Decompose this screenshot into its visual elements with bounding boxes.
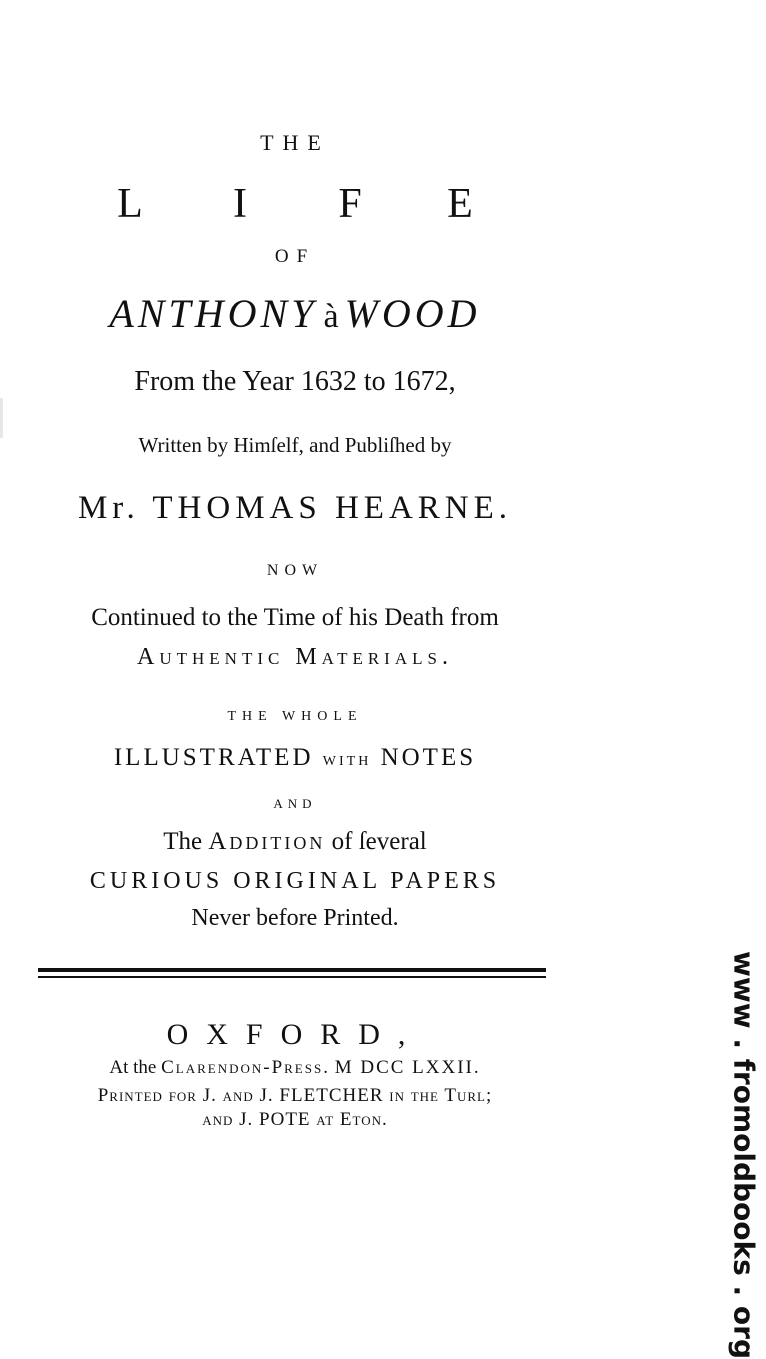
the-whole: THE WHOLE <box>227 709 363 724</box>
addition-line <box>0 828 590 856</box>
never-printed: Never before Printed. <box>191 905 399 931</box>
addition-word: Addition <box>208 828 326 855</box>
written-by: Written by Himſelf, and Publiſhed by <box>138 433 452 457</box>
heading-life <box>0 180 590 228</box>
authentic-materials: Authentic Materials. <box>137 644 453 670</box>
imprint-press <box>0 1057 590 1079</box>
pote-line: and J. POTE at Eton. <box>202 1109 388 1130</box>
illustrated-word: ILLUSTRATED <box>113 744 314 771</box>
publisher-name: Mr. THOMAS HEARNE. <box>77 490 513 526</box>
press-at: At the <box>109 1057 157 1078</box>
thick-rule <box>38 968 546 972</box>
press-name: Clarendon-Press. <box>161 1057 330 1078</box>
heading-now: NOW <box>266 562 324 579</box>
life-letter: L <box>117 181 143 227</box>
life-letter: F <box>338 181 362 227</box>
imprint-city: OXFORD, <box>166 1018 424 1051</box>
thin-rule <box>38 976 546 978</box>
addition-rest: of ſeveral <box>331 828 427 855</box>
name-first: ANTHONY <box>109 291 318 336</box>
notes-word: NOTES <box>380 744 477 771</box>
press-year: M DCC LXXII. <box>334 1057 481 1078</box>
heading-and: AND <box>273 796 317 811</box>
life-letter: E <box>447 181 473 227</box>
heading-of: OF <box>274 246 316 267</box>
curious-papers: CURIOUS ORIGINAL PAPERS <box>89 868 501 894</box>
heading-the: THE <box>260 130 330 155</box>
illustrated-line <box>0 744 590 772</box>
author-name <box>0 290 590 337</box>
printed-for: Printed for J. and J. FLETCHER in the Turl; <box>97 1085 493 1106</box>
continued-line: Continued to the Time of his Death from <box>91 604 499 631</box>
year-range: From the Year 1632 to 1672, <box>134 366 456 397</box>
life-letter: I <box>233 181 247 227</box>
name-last: WOOD <box>344 291 481 336</box>
watermark-text: www . fromoldbooks . org <box>727 950 761 1359</box>
name-particle: à <box>323 298 339 335</box>
with-word: WITH <box>322 754 372 769</box>
addition-the: The <box>163 828 203 855</box>
page-edge-mark <box>0 398 3 438</box>
